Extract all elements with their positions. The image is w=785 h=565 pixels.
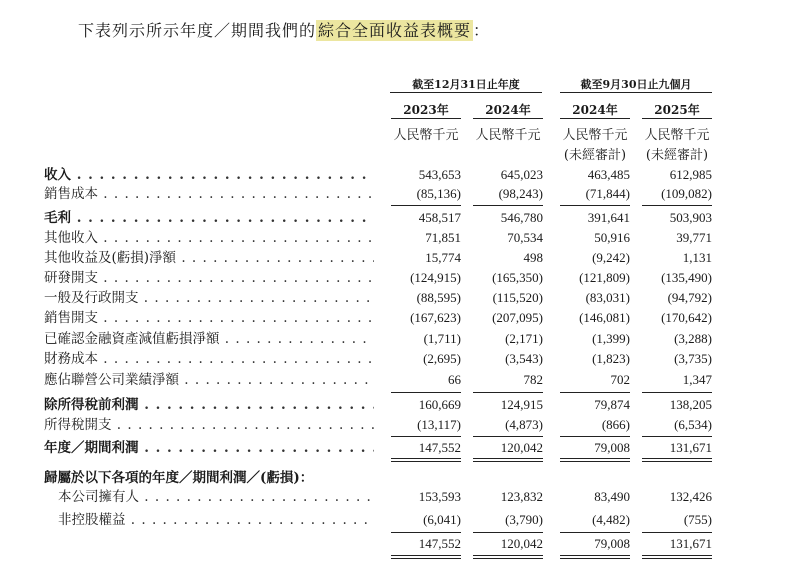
cell-value: (4,482) — [592, 512, 630, 527]
row-label: 其他收入 . . . — [44, 229, 374, 247]
cell-value: (71,844) — [585, 186, 630, 201]
cell-value: (94,792) — [667, 290, 712, 305]
attribution-heading-row — [0, 469, 785, 487]
row-label: 毛利 . . . — [44, 209, 374, 227]
year-group-header: 截至12月31日止年度 — [412, 78, 520, 91]
double-rule — [642, 558, 712, 559]
cell-value: 83,490 — [594, 489, 630, 504]
cell-value: (121,809) — [579, 270, 630, 285]
row-label: 應佔聯營公司業績淨額 . . . — [44, 371, 374, 389]
cell-value: (207,095) — [492, 310, 543, 325]
cell-value: 702 — [610, 372, 630, 387]
unit-label: 人民幣千元 — [475, 128, 541, 143]
cell-value: 546,780 — [500, 210, 543, 225]
table-row — [0, 269, 785, 287]
intro-text — [78, 18, 490, 41]
cell-value: 71,851 — [425, 230, 461, 245]
subtotal-rule — [391, 392, 461, 393]
row-label: 銷售成本 . . . — [44, 185, 374, 203]
subtotal-rule — [473, 532, 543, 533]
double-rule — [391, 555, 461, 556]
cell-value: (3,735) — [674, 351, 712, 366]
cell-value: (3,288) — [674, 331, 712, 346]
row-label: 非控股權益 . . . — [58, 511, 374, 529]
table-row — [0, 249, 785, 267]
cell-value: (115,520) — [492, 290, 543, 305]
cell-value: (146,081) — [579, 310, 630, 325]
cell-value: (866) — [601, 417, 630, 432]
cell-value: (6,534) — [674, 417, 712, 432]
attribution-heading: 歸屬於以下各項的年度／期間利潤／(虧損)： — [44, 470, 314, 486]
nine-month-group-rule — [560, 92, 712, 93]
year-header-rule — [560, 118, 630, 119]
unaudited-label: (未經審計) — [645, 148, 709, 163]
total-value: 120,042 — [500, 536, 543, 551]
cell-value: 66 — [448, 372, 461, 387]
subtotal-rule — [560, 436, 630, 437]
subtotal-rule — [560, 532, 630, 533]
double-rule — [560, 558, 630, 559]
cell-value: 503,903 — [669, 210, 712, 225]
unaudited-label: (未經審計) — [563, 148, 627, 163]
double-rule — [473, 558, 543, 559]
double-rule — [642, 461, 712, 462]
cell-value: (9,242) — [592, 250, 630, 265]
row-label: 財務成本 . . . — [44, 350, 374, 368]
cell-value: 645,023 — [500, 167, 543, 182]
row-label: 其他收益及(虧損)淨額 . . . — [44, 249, 374, 267]
cell-value: (13,117) — [417, 417, 461, 432]
table-row — [0, 209, 785, 227]
table-row — [0, 439, 785, 457]
cell-value: (109,082) — [661, 186, 712, 201]
subtotal-rule — [473, 392, 543, 393]
double-rule — [560, 555, 630, 556]
cell-value: (135,490) — [661, 270, 712, 285]
cell-value: 458,517 — [418, 210, 461, 225]
cell-value: 1,131 — [682, 250, 712, 265]
subtotal-rule — [560, 205, 630, 206]
year-header-rule — [391, 118, 461, 119]
cell-value: 153,593 — [418, 489, 461, 504]
total-value: 79,008 — [594, 536, 630, 551]
cell-value: (755) — [683, 512, 712, 527]
year-group-rule — [390, 92, 542, 93]
cell-value: 39,771 — [676, 230, 712, 245]
cell-value: (88,595) — [416, 290, 461, 305]
cell-value: 543,653 — [418, 167, 461, 182]
cell-value: (124,915) — [410, 270, 461, 285]
subtotal-rule — [560, 392, 630, 393]
cell-value: (85,136) — [416, 186, 461, 201]
double-rule — [473, 555, 543, 556]
table-row — [0, 396, 785, 414]
cell-value: (83,031) — [585, 290, 630, 305]
cell-value: (3,543) — [505, 351, 543, 366]
cell-value: 131,671 — [669, 440, 712, 455]
cell-value: (167,623) — [410, 310, 461, 325]
double-rule — [391, 461, 461, 462]
table-row — [0, 166, 785, 184]
cell-value: 160,669 — [418, 397, 461, 412]
year-header-rule — [473, 118, 543, 119]
total-value: 131,671 — [669, 536, 712, 551]
year-header-2: 2024年 — [485, 103, 531, 117]
cell-value: 132,426 — [669, 489, 712, 504]
cell-value: 124,915 — [500, 397, 543, 412]
subtotal-rule — [391, 205, 461, 206]
double-rule — [642, 458, 712, 459]
cell-value: 463,485 — [587, 167, 630, 182]
subtotal-rule — [642, 436, 712, 437]
cell-value: (165,350) — [492, 270, 543, 285]
subtotal-rule — [473, 205, 543, 206]
cell-value: 123,832 — [500, 489, 543, 504]
table-row — [0, 350, 785, 368]
table-row — [0, 330, 785, 348]
year-header-1: 2023年 — [403, 103, 449, 117]
cell-value: (4,873) — [505, 417, 543, 432]
total-value: 147,552 — [418, 536, 461, 551]
cell-value: 79,008 — [594, 440, 630, 455]
row-label: 研發開支 . . . — [44, 269, 374, 287]
unit-label: 人民幣千元 — [393, 128, 459, 143]
table-row — [0, 229, 785, 247]
table-row — [0, 185, 785, 203]
double-rule — [642, 555, 712, 556]
row-label: 除所得稅前利潤 . . . — [44, 396, 374, 414]
table-row — [0, 511, 785, 529]
cell-value: 120,042 — [500, 440, 543, 455]
intro-colon: ： — [473, 21, 491, 40]
cell-value: 147,552 — [418, 440, 461, 455]
row-label: 收入 . . . — [44, 166, 374, 184]
cell-value: (3,790) — [505, 512, 543, 527]
double-rule — [391, 558, 461, 559]
double-rule — [391, 458, 461, 459]
year-header-3: 2024年 — [572, 103, 618, 117]
subtotal-rule — [391, 532, 461, 533]
attribution-total-row — [0, 535, 785, 553]
cell-value: (1,823) — [592, 351, 630, 366]
table-row — [0, 371, 785, 389]
cell-value: 15,774 — [425, 250, 461, 265]
cell-value: (2,171) — [505, 331, 543, 346]
row-label: 銷售開支 . . . — [44, 309, 374, 327]
double-rule — [473, 458, 543, 459]
cell-value: 138,205 — [669, 397, 712, 412]
row-label: 年度／期間利潤 . . . — [44, 439, 374, 457]
row-label: 所得稅開支 . . . — [44, 416, 374, 434]
subtotal-rule — [642, 205, 712, 206]
intro-lead: 下表列示所示年度／期間我們的 — [78, 21, 317, 40]
cell-value: 1,347 — [682, 372, 712, 387]
cell-value: 498 — [523, 250, 543, 265]
table-row — [0, 309, 785, 327]
cell-value: (170,642) — [661, 310, 712, 325]
cell-value: 70,534 — [507, 230, 543, 245]
cell-value: 391,641 — [587, 210, 630, 225]
unit-label: 人民幣千元 (未經審計) — [556, 126, 634, 166]
row-label: 一般及行政開支 . . . — [44, 289, 374, 307]
unit-label: 人民幣千元 (未經審計) — [638, 126, 716, 166]
table-row — [0, 289, 785, 307]
table-row — [0, 416, 785, 434]
cell-value: 79,874 — [594, 397, 630, 412]
table-row — [0, 488, 785, 506]
cell-value: (1,711) — [423, 331, 461, 346]
double-rule — [560, 461, 630, 462]
subtotal-rule — [642, 532, 712, 533]
nine-month-group-header: 截至9月30日止九個月 — [580, 78, 692, 91]
cell-value: (6,041) — [423, 512, 461, 527]
cell-value: (1,399) — [592, 331, 630, 346]
subtotal-rule — [642, 392, 712, 393]
cell-value: 50,916 — [594, 230, 630, 245]
cell-value: (98,243) — [498, 186, 543, 201]
double-rule — [473, 461, 543, 462]
row-label: 本公司擁有人 . . . — [58, 488, 374, 506]
cell-value: 612,985 — [669, 167, 712, 182]
subtotal-rule — [473, 436, 543, 437]
double-rule — [560, 458, 630, 459]
intro-highlight: 綜合全面收益表概要 — [318, 21, 472, 40]
cell-value: 782 — [523, 372, 543, 387]
year-header-4: 2025年 — [654, 103, 700, 117]
row-label: 已確認金融資產減值虧損淨額 . . . — [44, 330, 374, 348]
subtotal-rule — [391, 436, 461, 437]
cell-value: (2,695) — [423, 351, 461, 366]
year-header-rule — [642, 118, 712, 119]
